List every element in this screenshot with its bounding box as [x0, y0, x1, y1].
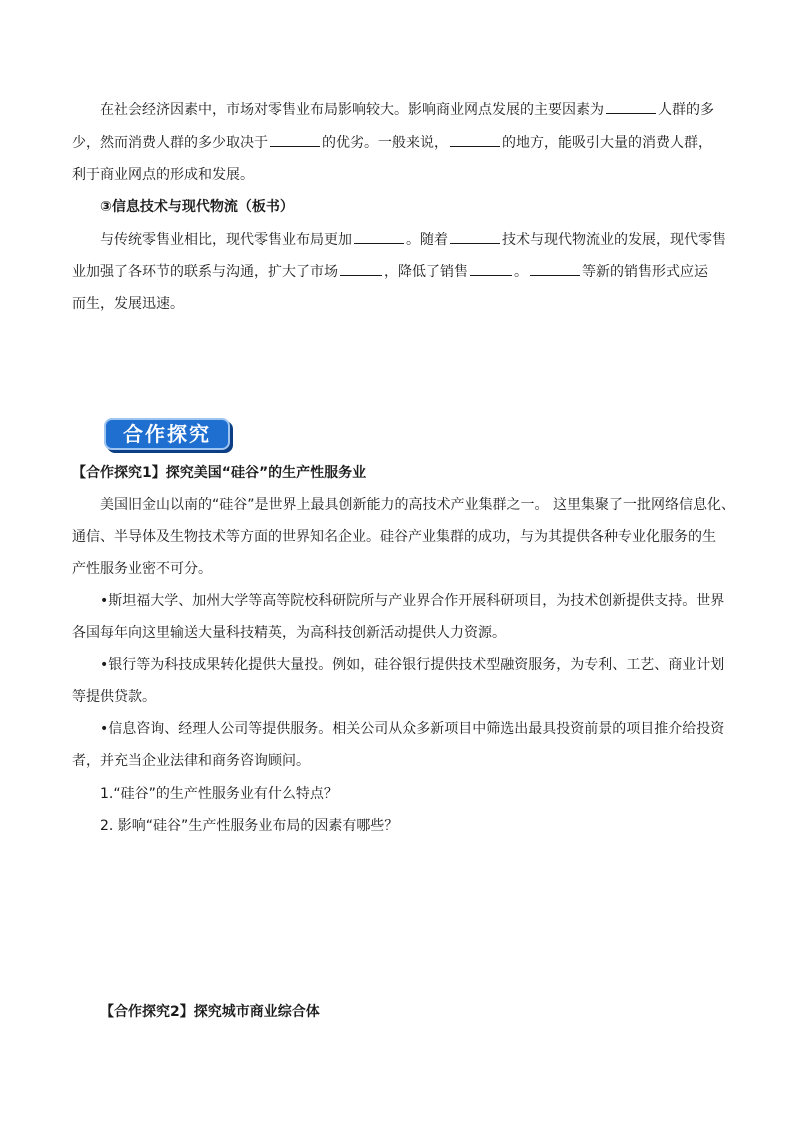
paragraph-line: [100, 230, 726, 250]
text: 。随着: [406, 232, 448, 248]
question-2: 2. 影响“硅谷”生产性服务业布局的因素有哪些？: [100, 818, 399, 834]
text: 。: [514, 264, 528, 280]
fill-blank: [354, 242, 404, 244]
text: 的优劣。一般来说，: [322, 135, 448, 151]
bullet-line: 等提供贷款。: [72, 689, 156, 705]
fill-blank: [450, 242, 500, 244]
paragraph-line: 美国旧金山以南的“硅谷”是世界上最具创新能力的高技术产业集群之一。 这里集聚了一批网络信息化、: [100, 497, 735, 513]
inquiry-title: 【合作探究2】探究城市商业综合体: [100, 1004, 320, 1020]
fill-blank: [340, 274, 382, 276]
fill-blank: [606, 112, 656, 114]
text: 少，然而消费人群的多少取决于: [72, 135, 268, 151]
text: 等新的销售形式应运: [582, 264, 708, 280]
text: 人群的多: [658, 102, 714, 118]
subheading: ③信息技术与现代物流（板书）: [100, 199, 294, 215]
question-1: 1.“硅谷”的生产性服务业有什么特点？: [100, 786, 338, 802]
paragraph-line: [100, 100, 714, 120]
text: 业加强了各环节的联系与沟通，扩大了市场: [72, 264, 338, 280]
section-badge: 合作探究: [104, 418, 230, 450]
text: 与传统零售业相比，现代零售业布局更加: [100, 232, 352, 248]
text: 在社会经济因素中，市场对零售业布局影响较大。影响商业网点发展的主要因素为: [100, 102, 604, 118]
bullet-line: •斯坦福大学、加州大学等高等院校科研院所与产业界合作开展科研项目，为技术创新提供支持。世界: [100, 593, 725, 609]
text: ，降低了销售: [384, 264, 468, 280]
paragraph-line: 而生，发展迅速。: [72, 296, 184, 312]
paragraph-line: 利于商业网点的形成和发展。: [72, 167, 254, 183]
bullet-line: •银行等为科技成果转化提供大量投。例如，硅谷银行提供技术型融资服务，为专利、工艺、商业计划: [100, 657, 725, 673]
bullet-line: •信息咨询、经理人公司等提供服务。相关公司从众多新项目中筛选出最具投资前景的项目推介给投资: [100, 721, 725, 737]
inquiry-title: 【合作探究1】探究美国“硅谷”的生产性服务业: [72, 465, 367, 481]
fill-blank: [450, 145, 500, 147]
paragraph-line: 通信、半导体及生物技术等方面的世界知名企业。硅谷产业集群的成功，与为其提供各种专业化服务的生: [72, 529, 716, 545]
paragraph-line: 产性服务业密不可分。: [72, 561, 212, 577]
bullet-line: 各国每年向这里输送大量科技精英，为高科技创新活动提供人力资源。: [72, 625, 506, 641]
fill-blank: [270, 145, 320, 147]
fill-blank: [530, 274, 580, 276]
paragraph-line: [72, 262, 708, 282]
bullet-line: 者，并充当企业法律和商务咨询顾问。: [72, 753, 310, 769]
text: 的地方，能吸引大量的消费人群，: [502, 135, 712, 151]
paragraph-line: [72, 133, 712, 153]
fill-blank: [470, 274, 512, 276]
text: 技术与现代物流业的发展，现代零售: [502, 232, 726, 248]
